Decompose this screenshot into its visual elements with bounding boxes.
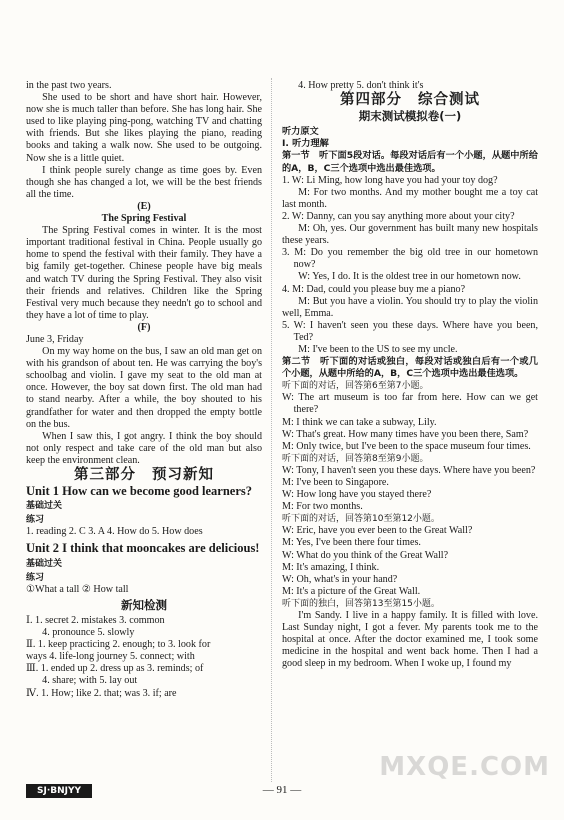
group-instruction: 听下面的对话，回答第6至第7小题。 xyxy=(282,381,429,392)
dialogue-line: 5. W: I haven't seen you these days. Where have you been, Ted? xyxy=(282,319,538,343)
practice-label: 练习 xyxy=(26,515,45,526)
passage-title-e: The Spring Festival xyxy=(101,213,187,225)
dialogue-line: W: That's great. How many times have you been there, Sam? xyxy=(282,428,529,440)
dialogue-line: M: It's amazing, I think. xyxy=(282,561,380,573)
section-one-instruction: 第一节 听下面5段对话。每段对话后有一个小题，从题中所给的A，B，C三个选项中选出最佳选项。 xyxy=(282,150,538,174)
basic-label: 基础过关 xyxy=(26,501,63,512)
group-instruction: 听下面的对话，回答第10至第12小题。 xyxy=(282,514,440,525)
dialogue-line: M: It's a picture of the Great Wall. xyxy=(282,585,421,597)
passage-paragraph: On my way home on the bus, I saw an old man get on with his grandson of about ten. He was carrying the boy's schoolbag and violin. I gave my seat to the old man at once. However, the boy sat down first. The old man had to stand nearby. After a while, the boy shouted to his grandfather for water and then dropped the empty bottle on the bus. xyxy=(26,346,262,430)
unit-two-title: Unit 2 I think that mooncakes are delicious! xyxy=(26,541,260,556)
practice-label: 练习 xyxy=(26,572,45,583)
group-instruction: 听下面的对话，回答第8至第9小题。 xyxy=(282,453,429,464)
dialogue-line: W: Eric, have you ever been to the Great Wall? xyxy=(282,525,473,537)
left-column xyxy=(26,80,262,700)
dialogue-line: 4. M: Dad, could you please buy me a piano? xyxy=(282,283,466,295)
dialogue-line: W: How long have you stayed there? xyxy=(282,489,432,501)
dialogue-line: W: Oh, what's in your hand? xyxy=(282,573,398,585)
dialogue-line: M: I've been to Singapore. xyxy=(282,477,389,488)
dialogue-line: W: What do you think of the Great Wall? xyxy=(282,549,449,561)
section-label-e: (E) xyxy=(137,200,151,212)
exam-title: 期末测试模拟卷(一) xyxy=(358,109,462,124)
group-instruction: 听下面的独白，回答第13至第15小题。 xyxy=(282,598,440,609)
passage-paragraph: I think people surely change as time goes by. Even though she has changed a lot, we will be the best friends all the time. xyxy=(26,164,262,200)
right-column xyxy=(282,80,538,671)
answer-line: 1. reading 2. C 3. A 4. How do 5. How does xyxy=(26,526,203,538)
answer-line: Ⅱ. 1. keep practicing 2. enough; to 3. look for xyxy=(26,639,211,651)
dialogue-line: M: For two months. And my mother bought me a toy cat last month. xyxy=(282,186,538,210)
dialogue-line: M: I think we can take a subway, Lily. xyxy=(282,416,437,428)
section-two-instruction: 第二节 听下面的对话或独白，每段对话或独白后有一个或几个小题，从题中所给的A，B，C三个选项中选出最佳选项。 xyxy=(282,356,538,380)
answer-line: 4. share; with 5. lay out xyxy=(42,675,138,687)
answer-line: 4. pronounce 5. slowly xyxy=(42,627,135,639)
dialogue-line: W: Yes, I do. It is the oldest tree in our hometown now. xyxy=(298,271,521,283)
answer-line: Ⅳ. 1. How; like 2. that; was 3. if; are xyxy=(26,687,177,699)
answer-line: ways 4. life-long journey 5. connect; with xyxy=(26,651,195,663)
footer-code: SJ·BNJYY xyxy=(36,786,82,796)
dialogue-line: 2. W: Danny, can you say anything more about your city? xyxy=(282,210,515,222)
new-knowledge-heading: 新知检测 xyxy=(121,597,167,612)
listening-source-label: 听力原文 xyxy=(282,126,319,138)
column-divider xyxy=(271,78,272,782)
dialogue-line: M: Only twice, but I've been to the space museum four times. xyxy=(282,440,531,452)
passage-paragraph: She used to be short and have short hair. However, now she is much taller than before. She has long hair. She used to like playing ping-pong, watching TV and chatting with friends. But she likes playing the piano, reading books and taking a walk now. She used to be outgoing. Now she is a little quiet. xyxy=(26,92,262,164)
dialogue-line: M: Yes, I've been there four times. xyxy=(282,537,421,549)
section-label-f: (F) xyxy=(137,321,151,333)
page-number: — 91 — xyxy=(262,784,302,796)
dialogue-line: M: For two months. xyxy=(282,501,363,513)
basic-label: 基础过关 xyxy=(26,558,63,569)
dialogue-line: M: But you have a violin. You should try to play the violin well, Emma. xyxy=(282,295,538,319)
part-four-heading: 第四部分 综合测试 xyxy=(340,92,480,109)
diary-date: June 3, Friday xyxy=(26,333,84,345)
dialogue-line: M: I've been to the US to see my uncle. xyxy=(298,343,458,355)
passage-line: in the past two years. xyxy=(26,80,112,91)
answer-line: 4. How pretty 5. don't think it's xyxy=(298,80,424,91)
answer-line: Ⅲ. 1. ended up 2. dress up as 3. reminds; of xyxy=(26,663,204,675)
listening-section-label: Ⅰ. 听力理解 xyxy=(282,138,329,150)
passage-paragraph: The Spring Festival comes in winter. It is the most important traditional festival in China. People usually go home to spend the festival with their family. They have a big family get-together. Chinese people have big meals and watch TV during the Spring Festival. They also visit their friends and relatives. Children like the Spring Festival very much because they needn't go to school and they have a lot of time to play. xyxy=(26,225,262,321)
unit-one-title: Unit 1 How can we become good learners? xyxy=(26,484,253,499)
dialogue-line: M: Oh, yes. Our government has built many new hospitals these years. xyxy=(282,223,538,247)
dialogue-line: 1. W: Li Ming, how long have you had your toy dog? xyxy=(282,174,498,186)
dialogue-line: 3. M: Do you remember the big old tree in our hometown now? xyxy=(282,247,538,271)
watermark-logo: MXQE.COM xyxy=(379,752,550,782)
answer-line: Ⅰ. 1. secret 2. mistakes 3. common xyxy=(26,614,165,626)
part-three-heading: 第三部分 预习新知 xyxy=(74,467,214,483)
answer-line: ①What a tall ② How tall xyxy=(26,583,129,595)
dialogue-line: W: The art museum is too far from here. How can we get there? xyxy=(282,392,538,416)
passage-paragraph: When I saw this, I got angry. I think the boy should not only respect and take care of the old man but also keep the environment clean. xyxy=(26,430,262,466)
dialogue-line: W: Tony, I haven't seen you these days. Where have you been? xyxy=(282,464,536,476)
monologue-paragraph: I'm Sandy. I live in a happy family. It is filled with love. Last Sunday night, I got a fever. My parents took me to the hospital at once. After the doctor examined me, I took some medicine in the hospital and went back home. Then I had a good sleep in my bedroom. When I woke up, I found my xyxy=(282,610,538,670)
